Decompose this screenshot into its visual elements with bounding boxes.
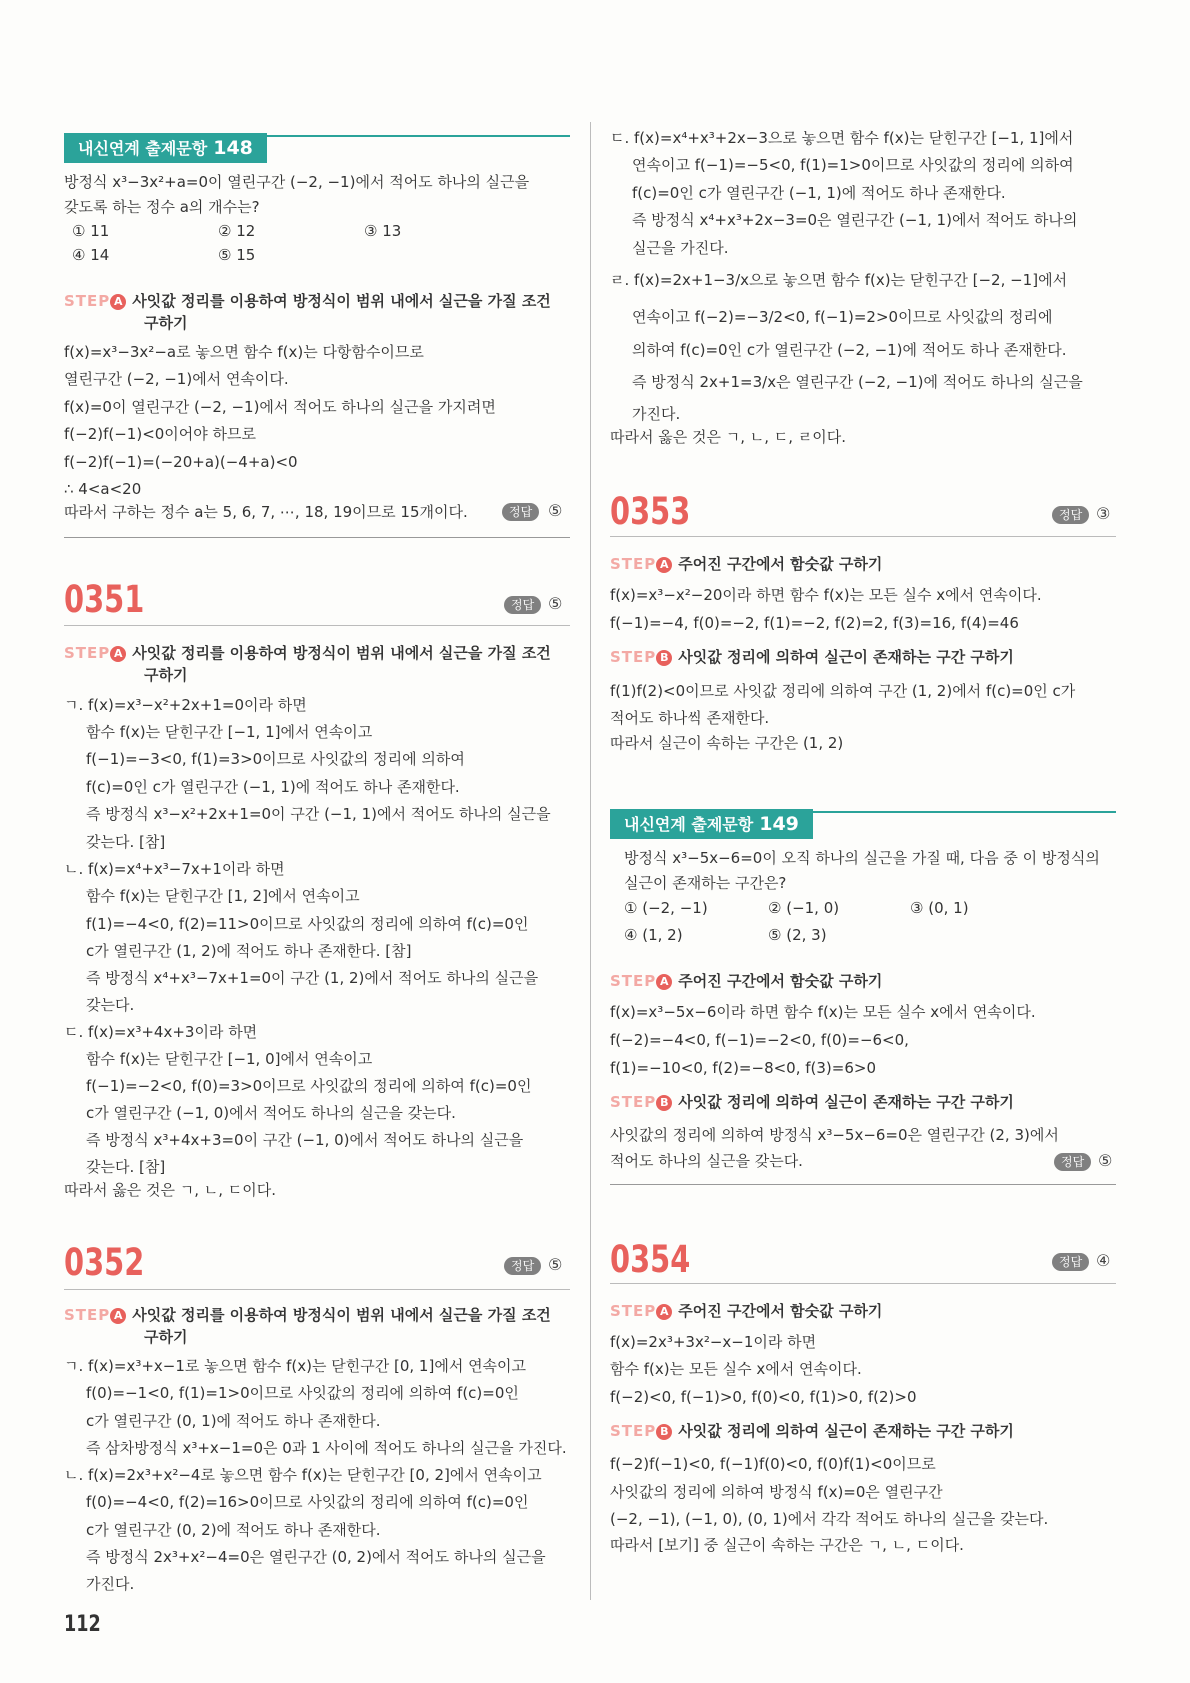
solution-line: f(−2)f(−1)=(−20+a)(−4+a)<0: [64, 453, 298, 471]
option[interactable]: ④ 14: [72, 246, 110, 264]
solution-line: f(−1)=−3<0, f(1)=3>0이므로 사잇값의 정리에 의하여: [86, 750, 465, 768]
option[interactable]: ② (−1, 0): [768, 899, 840, 917]
step-title: 사잇값 정리에 의하여 실근이 존재하는 구간 구하기: [678, 1093, 1014, 1111]
solution-line: f(1)f(2)<0이므로 사잇값 정리에 의하여 구간 (1, 2)에서 f(c)=0인 c가: [610, 682, 1076, 700]
solution-line: 함수 f(x)는 닫힌구간 [1, 2]에서 연속이고: [86, 887, 360, 905]
step-b-heading: [610, 1092, 1014, 1112]
step-a-heading: [610, 1301, 882, 1321]
solution-line: 갖는다.: [86, 996, 135, 1014]
step-tag: STEP: [610, 1093, 657, 1111]
problem-148-number: 148: [213, 137, 253, 159]
step-tag: STEP: [610, 1302, 657, 1320]
solution-line: c가 열린구간 (1, 2)에 적어도 하나 존재한다. [참]: [86, 942, 412, 960]
step-circle: A: [656, 974, 672, 990]
step-circle: A: [110, 1308, 126, 1324]
answer-value: ⑤: [1098, 1151, 1113, 1170]
solution-line: 적어도 하나의 실근을 갖는다.: [610, 1152, 803, 1170]
step-circle: A: [656, 1304, 672, 1320]
solution-line: ㄴ. f(x)=x⁴+x³−7x+1이라 하면: [64, 860, 285, 878]
step-circle: B: [656, 1424, 672, 1440]
answer-value: ⑤: [548, 501, 563, 520]
solution-line: 따라서 옳은 것은 ㄱ, ㄴ, ㄷ, ㄹ이다.: [610, 428, 847, 446]
problem-number: 0353: [610, 490, 691, 533]
answer-badge: 정답: [1052, 1253, 1089, 1271]
page-number: 112: [64, 1612, 101, 1637]
section-rule: [64, 1289, 570, 1290]
solution-line: 함수 f(x)는 닫힌구간 [−1, 1]에서 연속이고: [86, 723, 373, 741]
step-title: 사잇값 정리를 이용하여 방정식이 범위 내에서 실근을 가질 조건: [132, 292, 551, 310]
question-line: 방정식 x³−5x−6=0이 오직 하나의 실근을 가질 때, 다음 중 이 방정식의: [624, 849, 1100, 867]
answer-badge: 정답: [1054, 1153, 1091, 1171]
solution-line: 즉 방정식 x⁴+x³−7x+1=0이 구간 (1, 2)에서 적어도 하나의 실근을: [86, 969, 539, 987]
step-title: 사잇값 정리를 이용하여 방정식이 범위 내에서 실근을 가질 조건: [132, 1306, 551, 1324]
solution-line: c가 열린구간 (−1, 0)에서 적어도 하나의 실근을 갖는다.: [86, 1104, 456, 1122]
step-b-heading: [610, 1421, 1014, 1441]
problem-148-label: 내신연계 출제문항: [78, 139, 208, 158]
header-rule: [256, 135, 570, 137]
solution-line: f(x)=x³−5x−6이라 하면 함수 f(x)는 모든 실수 x에서 연속이다.: [610, 1003, 1036, 1021]
step-a-heading: [610, 971, 882, 991]
step-title: 주어진 구간에서 함숫값 구하기: [678, 972, 883, 990]
step-circle: A: [110, 294, 126, 310]
step-circle: B: [656, 1095, 672, 1111]
section-rule: [64, 537, 570, 538]
section-rule: [64, 625, 570, 626]
solution-line: 따라서 실근이 속하는 구간은 (1, 2): [610, 734, 844, 752]
option[interactable]: ③ 13: [364, 222, 402, 240]
solution-line: 적어도 하나씩 존재한다.: [610, 709, 770, 727]
section-rule: [610, 1184, 1116, 1185]
problem-149-label: 내신연계 출제문항: [624, 815, 754, 834]
solution-line: f(−1)=−4, f(0)=−2, f(1)=−2, f(2)=2, f(3)=16, f(4)=46: [610, 614, 1019, 632]
solution-line: f(1)=−4<0, f(2)=11>0이므로 사잇값의 정리에 의하여 f(c)=0인: [86, 915, 529, 933]
step-title: 주어진 구간에서 함숫값 구하기: [678, 555, 883, 573]
solution-line: 즉 삼차방정식 x³+x−1=0은 0과 1 사이에 적어도 하나의 실근을 가진다.: [86, 1439, 567, 1457]
solution-line: c가 열린구간 (0, 1)에 적어도 하나 존재한다.: [86, 1412, 381, 1430]
problem-149-label-box: [610, 809, 813, 839]
problem-149-header: [610, 809, 1116, 839]
solution-line: 따라서 옳은 것은 ㄱ, ㄴ, ㄷ이다.: [64, 1181, 277, 1199]
solution-line: ㄱ. f(x)=x³−x²+2x+1=0이라 하면: [64, 696, 307, 714]
problem-148-label-box: [64, 133, 267, 163]
solution-line: ㄴ. f(x)=2x³+x²−4로 놓으면 함수 f(x)는 닫힌구간 [0, 2]에서 연속이고: [64, 1466, 542, 1484]
problem-148-header: [64, 133, 570, 163]
solution-line: f(0)=−1<0, f(1)=1>0이므로 사잇값의 정리에 의하여 f(c)=0인: [86, 1384, 519, 1402]
option[interactable]: ④ (1, 2): [624, 926, 683, 944]
solution-line: f(−2)f(−1)<0이어야 하므로: [64, 425, 257, 443]
step-title-cont: 구하기: [144, 314, 188, 332]
step-title: 사잇값 정리에 의하여 실근이 존재하는 구간 구하기: [678, 648, 1014, 666]
answer-value: ③: [1096, 504, 1111, 523]
solution-line: 즉 방정식 x⁴+x³+2x−3=0은 열린구간 (−1, 1)에서 적어도 하나의: [632, 211, 1078, 229]
solution-line: 함수 f(x)는 닫힌구간 [−1, 0]에서 연속이고: [86, 1050, 373, 1068]
step-circle: B: [656, 650, 672, 666]
solution-line: 따라서 [보기] 중 실근이 속하는 구간은 ㄱ, ㄴ, ㄷ이다.: [610, 1536, 964, 1554]
question-line: 방정식 x³−3x²+a=0이 열린구간 (−2, −1)에서 적어도 하나의 실근을: [64, 173, 530, 191]
solution-line: f(1)=−10<0, f(2)=−8<0, f(3)=6>0: [610, 1059, 877, 1077]
solution-line: f(x)=x³−x²−20이라 하면 함수 f(x)는 모든 실수 x에서 연속이다.: [610, 586, 1042, 604]
section-rule: [610, 536, 1116, 537]
step-tag: STEP: [610, 972, 657, 990]
step-title: 사잇값 정리에 의하여 실근이 존재하는 구간 구하기: [678, 1422, 1014, 1440]
solution-line: 갖는다. [참]: [86, 833, 166, 851]
solution-line: ㄹ. f(x)=2x+1−3/x으로 놓으면 함수 f(x)는 닫힌구간 [−2, −1]에서: [610, 271, 1068, 289]
solution-line: 따라서 구하는 정수 a는 5, 6, 7, ⋯, 18, 19이므로 15개이다.: [64, 503, 468, 521]
problem-number: 0354: [610, 1238, 691, 1281]
solution-line: ㄷ. f(x)=x³+4x+3이라 하면: [64, 1023, 258, 1041]
problem-number: 0352: [64, 1241, 145, 1284]
solution-line: 즉 방정식 x³+4x+3=0이 구간 (−1, 0)에서 적어도 하나의 실근을: [86, 1131, 524, 1149]
solution-line: 의하여 f(c)=0인 c가 열린구간 (−2, −1)에 적어도 하나 존재한다.: [632, 341, 1067, 359]
step-title-cont: 구하기: [144, 666, 188, 684]
solution-line: f(x)=x³−3x²−a로 놓으면 함수 f(x)는 다항함수이므로: [64, 343, 424, 361]
solution-line: 가진다.: [86, 1575, 135, 1593]
step-title: 주어진 구간에서 함숫값 구하기: [678, 1302, 883, 1320]
step-tag: STEP: [610, 1422, 657, 1440]
solution-line: f(−2)f(−1)<0, f(−1)f(0)<0, f(0)f(1)<0이므로: [610, 1455, 936, 1473]
solution-line: 갖는다. [참]: [86, 1158, 166, 1176]
step-tag: STEP: [64, 644, 111, 662]
answer-value: ⑤: [548, 594, 563, 613]
question-line: 갖도록 하는 정수 a의 개수는?: [64, 198, 260, 216]
solution-line: 가진다.: [632, 405, 681, 423]
solution-line: 실근을 가진다.: [632, 239, 729, 257]
solution-line: f(−1)=−2<0, f(0)=3>0이므로 사잇값의 정리에 의하여 f(c)=0인: [86, 1077, 532, 1095]
solution-line: ㄷ. f(x)=x⁴+x³+2x−3으로 놓으면 함수 f(x)는 닫힌구간 [−1, 1]에서: [610, 129, 1074, 147]
solution-line: f(0)=−4<0, f(2)=16>0이므로 사잇값의 정리에 의하여 f(c)=0인: [86, 1493, 529, 1511]
step-tag: STEP: [610, 648, 657, 666]
solution-line: ∴ 4<a<20: [64, 480, 142, 498]
problem-number: 0351: [64, 578, 145, 621]
solution-line: 즉 방정식 2x+1=3/x은 열린구간 (−2, −1)에 적어도 하나의 실근을: [632, 373, 1083, 391]
option[interactable]: ① 11: [72, 222, 110, 240]
answer-badge: 정답: [1052, 506, 1089, 524]
section-rule: [610, 1283, 1116, 1284]
problem-149-number: 149: [759, 813, 799, 835]
question-line: 실근이 존재하는 구간은?: [624, 874, 787, 892]
solution-line: f(−2)=−4<0, f(−1)=−2<0, f(0)=−6<0,: [610, 1031, 909, 1049]
solution-line: (−2, −1), (−1, 0), (0, 1)에서 각각 적어도 하나의 실근을 갖는다.: [610, 1510, 1049, 1528]
solution-line: f(c)=0인 c가 열린구간 (−1, 1)에 적어도 하나 존재한다.: [632, 184, 1006, 202]
solution-line: ㄱ. f(x)=x³+x−1로 놓으면 함수 f(x)는 닫힌구간 [0, 1]에서 연속이고: [64, 1357, 527, 1375]
solution-line: 즉 방정식 x³−x²+2x+1=0이 구간 (−1, 1)에서 적어도 하나의 실근을: [86, 805, 551, 823]
option[interactable]: ⑤ 15: [218, 246, 256, 264]
solution-line: 사잇값의 정리에 의하여 방정식 x³−5x−6=0은 열린구간 (2, 3)에서: [610, 1126, 1059, 1144]
step-title-cont: 구하기: [144, 1328, 188, 1346]
option[interactable]: ③ (0, 1): [910, 899, 969, 917]
step-circle: A: [656, 557, 672, 573]
option[interactable]: ⑤ (2, 3): [768, 926, 827, 944]
solution-line: 연속이고 f(−2)=−3/2<0, f(−1)=2>0이므로 사잇값의 정리에: [632, 308, 1053, 326]
answer-badge: 정답: [504, 596, 541, 614]
solution-line: f(c)=0인 c가 열린구간 (−1, 1)에 적어도 하나 존재한다.: [86, 778, 460, 796]
solution-line: 즉 방정식 2x³+x²−4=0은 열린구간 (0, 2)에서 적어도 하나의 실근을: [86, 1548, 546, 1566]
solution-line: 함수 f(x)는 모든 실수 x에서 연속이다.: [610, 1360, 862, 1378]
solution-line: 사잇값의 정리에 의하여 방정식 f(x)=0은 열린구간: [610, 1483, 943, 1501]
solution-line: f(−2)<0, f(−1)>0, f(0)<0, f(1)>0, f(2)>0: [610, 1388, 917, 1406]
header-rule: [806, 811, 1116, 813]
solution-line: 연속이고 f(−1)=−5<0, f(1)=1>0이므로 사잇값의 정리에 의하여: [632, 156, 1074, 174]
option[interactable]: ② 12: [218, 222, 256, 240]
step-a-heading: [64, 291, 551, 311]
step-circle: A: [110, 646, 126, 662]
answer-value: ④: [1096, 1251, 1111, 1270]
step-a-heading: [610, 554, 882, 574]
step-tag: STEP: [64, 1306, 111, 1324]
answer-value: ⑤: [548, 1255, 563, 1274]
step-a-heading: [64, 643, 551, 663]
step-title: 사잇값 정리를 이용하여 방정식이 범위 내에서 실근을 가질 조건: [132, 644, 551, 662]
solution-line: f(x)=0이 열린구간 (−2, −1)에서 적어도 하나의 실근을 가지려면: [64, 398, 496, 416]
solution-line: f(x)=2x³+3x²−x−1이라 하면: [610, 1333, 817, 1351]
solution-line: c가 열린구간 (0, 2)에 적어도 하나 존재한다.: [86, 1521, 381, 1539]
step-b-heading: [610, 647, 1014, 667]
step-tag: STEP: [610, 555, 657, 573]
option[interactable]: ① (−2, −1): [624, 899, 708, 917]
answer-badge: 정답: [502, 503, 539, 521]
step-a-heading: [64, 1305, 551, 1325]
answer-badge: 정답: [504, 1257, 541, 1275]
step-tag: STEP: [64, 292, 111, 310]
column-divider: [590, 122, 591, 1600]
solution-line: 열린구간 (−2, −1)에서 연속이다.: [64, 370, 289, 388]
